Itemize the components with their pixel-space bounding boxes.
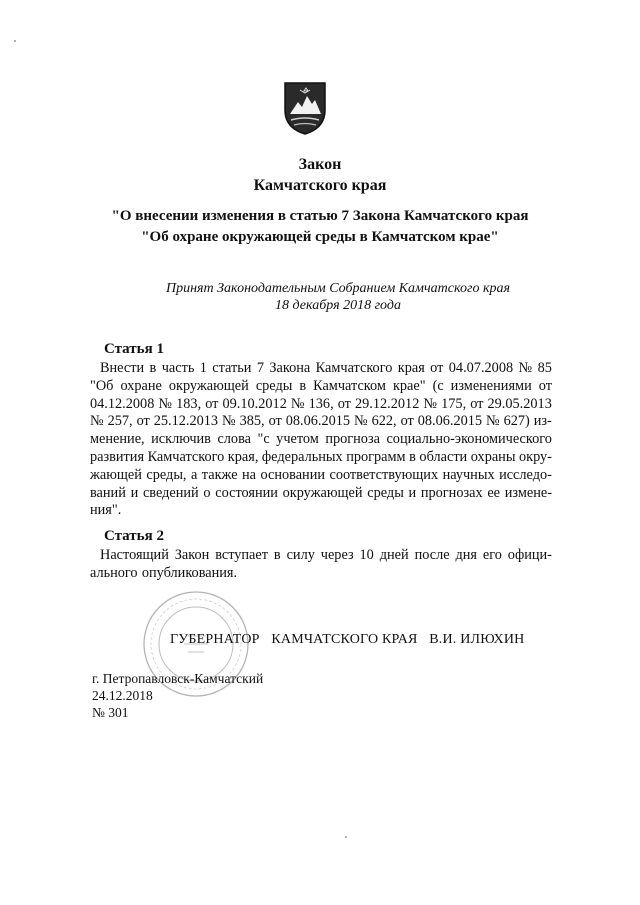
word: от <box>136 413 150 430</box>
scan-speck <box>14 40 16 42</box>
word: о <box>203 484 211 501</box>
word: ния". <box>90 502 122 519</box>
word: № <box>222 413 236 430</box>
word: также <box>201 466 238 483</box>
word: статьи <box>212 360 252 376</box>
law-subtitle-line1: "О внесении изменения в статью 7 Закона Камчатского края <box>111 208 529 224</box>
word: Камчатского <box>315 360 393 376</box>
word: 7 <box>256 360 264 376</box>
word: жающей <box>90 466 142 483</box>
word: 622, <box>371 413 397 430</box>
word: основании <box>260 466 325 483</box>
word: федеральных <box>261 448 343 465</box>
text-line <box>90 378 552 396</box>
law-title: Закон <box>298 156 342 173</box>
word: от <box>205 395 219 412</box>
text-line <box>90 502 552 520</box>
word: в <box>149 360 157 376</box>
law-number: № 301 <box>92 705 129 720</box>
word: охране <box>120 377 162 394</box>
place-of-signing: г. Петропавловск-Камчатский <box>92 671 264 686</box>
word: научных <box>442 466 495 483</box>
word: офици- <box>507 547 552 563</box>
word: прогнозах <box>420 484 483 501</box>
signing-date: 24.12.2018 <box>92 688 153 703</box>
word: крае" <box>392 377 426 394</box>
word: учетом <box>276 431 319 448</box>
word: № <box>486 413 500 430</box>
word: от <box>538 377 552 394</box>
word: 136, <box>308 395 334 412</box>
word: от <box>337 395 351 412</box>
word: дня <box>455 547 477 563</box>
word: программ <box>346 448 406 465</box>
word: сведений <box>142 484 199 501</box>
word: 85 <box>537 360 552 376</box>
word: 385, <box>239 413 265 430</box>
word: 08.06.2015 <box>285 413 351 430</box>
word: от <box>268 413 282 430</box>
word: № <box>90 413 104 430</box>
word: среды <box>255 377 293 394</box>
word: исключив <box>151 431 211 448</box>
word: № <box>423 395 438 412</box>
word: Камчатском <box>313 377 386 394</box>
word: исследо- <box>499 466 552 483</box>
word: менение, <box>90 431 145 448</box>
word: 04.07.2008 <box>448 360 514 376</box>
word: № <box>354 413 368 430</box>
word: измене- <box>504 484 552 501</box>
word: и <box>408 484 417 501</box>
word: области <box>419 448 468 465</box>
word: состоянии <box>215 484 278 501</box>
word: вступает <box>215 547 268 563</box>
article2-heading: Статья 2 <box>104 528 164 544</box>
text-line <box>90 431 552 449</box>
word: ваний <box>90 484 126 501</box>
coat-of-arms-emblem <box>282 80 328 136</box>
adoption-line1: Принят Законодательным Собранием Камчатского края <box>165 281 511 296</box>
word: соответствующих <box>329 466 439 483</box>
signatory-region: КАМЧАТСКОГО КРАЯ <box>271 632 418 647</box>
word: в <box>409 448 416 465</box>
word: изменениями <box>450 377 532 394</box>
word: окру- <box>518 448 552 465</box>
word: ее <box>487 484 501 501</box>
text-line <box>90 467 552 485</box>
word: на <box>242 466 257 483</box>
word: Закон <box>174 547 210 563</box>
word: опубликования. <box>141 564 238 581</box>
word: № <box>518 360 533 376</box>
word: "Об <box>90 377 114 394</box>
word: через <box>320 547 354 563</box>
word: 1 <box>199 360 207 376</box>
word: силу <box>286 547 315 563</box>
word: Закона <box>269 360 311 376</box>
adoption-note <box>148 280 528 314</box>
word: 08.06.2015 <box>417 413 483 430</box>
word: края, <box>227 448 259 465</box>
word: от <box>470 395 484 412</box>
word: края <box>397 360 425 376</box>
word: 10 <box>359 547 374 563</box>
text-line <box>90 547 552 565</box>
text-line <box>90 396 552 414</box>
text-line <box>90 485 552 503</box>
word: часть <box>161 360 195 376</box>
word: среды <box>367 484 404 501</box>
article2-text <box>90 547 552 583</box>
word: ального <box>90 564 138 581</box>
signatory-position: ГУБЕРНАТОР <box>170 632 260 647</box>
word: окружающей <box>282 484 363 501</box>
word: и <box>130 484 139 501</box>
word: "с <box>257 431 270 448</box>
word: после <box>414 547 450 563</box>
word: от <box>400 413 414 430</box>
word: 09.10.2012 <box>222 395 287 412</box>
article1-heading: Статья 1 <box>104 341 164 357</box>
scan-speck <box>345 836 347 838</box>
word: 257, <box>107 413 133 430</box>
word: социально-экономического <box>386 431 552 448</box>
word: охраны <box>470 448 516 465</box>
word: в <box>299 377 307 394</box>
law-region: Камчатского края <box>253 177 387 194</box>
text-line <box>90 413 552 431</box>
word: развития <box>90 448 145 465</box>
word: прогноза <box>325 431 380 448</box>
word: дней <box>379 547 409 563</box>
word: 183, <box>176 395 202 412</box>
word: его <box>482 547 502 563</box>
law-subtitle-line2: "Об охране окружающей среды в Камчатском крае" <box>141 229 499 245</box>
word: слова <box>217 431 251 448</box>
word: 29.05.2013 <box>487 395 552 412</box>
word: среды, <box>146 466 187 483</box>
word: 627) <box>503 413 530 430</box>
word: № <box>158 395 173 412</box>
word: из- <box>533 413 552 430</box>
word: окружающей <box>168 377 249 394</box>
word: 175, <box>441 395 467 412</box>
word: № <box>290 395 305 412</box>
word: в <box>273 547 281 563</box>
text-line <box>90 449 552 467</box>
text-line <box>90 565 552 583</box>
signatory-name: В.И. ИЛЮХИН <box>429 632 525 647</box>
signature-line <box>170 632 532 648</box>
word: 25.12.2013 <box>153 413 219 430</box>
text-line <box>90 360 552 378</box>
word: 29.12.2012 <box>355 395 420 412</box>
word: Камчатского <box>147 448 225 465</box>
word: (с <box>432 377 444 394</box>
word: 04.12.2008 <box>90 395 155 412</box>
word: Внести <box>100 360 145 376</box>
article1-text <box>90 360 552 520</box>
adoption-date: 18 декабря 2018 года <box>275 298 401 313</box>
word: а <box>190 466 198 483</box>
word: от <box>430 360 444 376</box>
word: Настоящий <box>100 547 169 563</box>
